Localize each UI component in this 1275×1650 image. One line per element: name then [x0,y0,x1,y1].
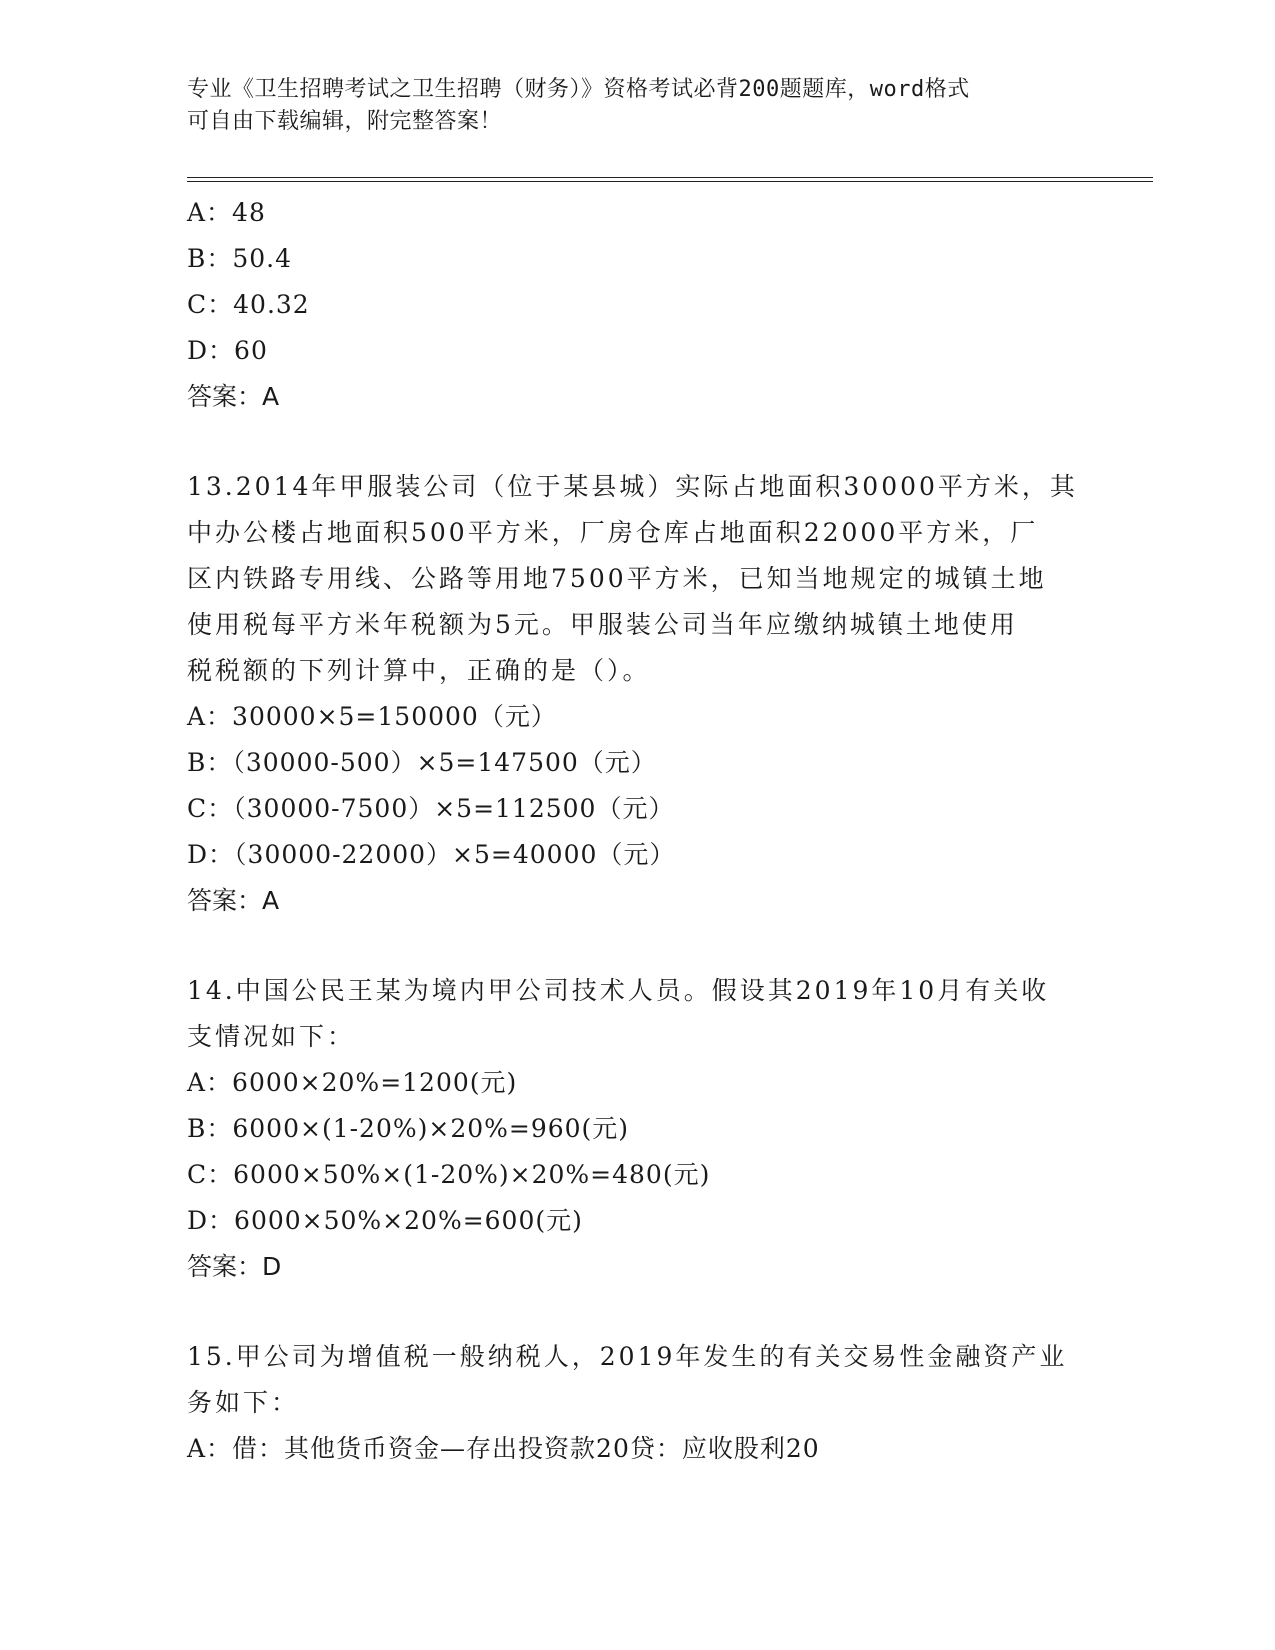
stem-line: 税税额的下列计算中，正确的是（）。 [187,656,651,685]
answer-line: 答案：A [187,382,280,411]
question-stem [187,464,1087,694]
question-14 [187,968,1087,1290]
option-d: D：（30000-22000）×5=40000（元） [187,840,676,869]
option-a: A：6000×20%=1200(元) [187,1068,518,1097]
option-c: C：（30000-7500）×5=112500（元） [187,794,675,823]
option-b: B：50.4 [187,244,293,273]
spacer [187,924,1087,968]
question-stem [187,968,1087,1060]
question-13 [187,464,1087,924]
stem-line: 14.中国公民王某为境内甲公司技术人员。假设其2019年10月有关收 [187,976,1050,1005]
stem-line: 中办公楼占地面积500平方米，厂房仓库占地面积22000平方米，厂 [187,518,1039,547]
option-b: B：（30000-500）×5=147500（元） [187,748,657,777]
spacer [187,420,1087,464]
answer-line: 答案：D [187,1252,282,1281]
option-c: C：6000×50%×(1-20%)×20%=480(元) [187,1160,711,1189]
question-stem [187,1334,1087,1426]
option-d: D：6000×50%×20%=600(元) [187,1206,583,1235]
option-a: A：48 [187,198,266,227]
spacer [187,1290,1087,1334]
question-list [187,190,1087,1472]
stem-line: 13.2014年甲服装公司（位于某县城）实际占地面积30000平方米，其 [187,472,1078,501]
option-a: A：借：其他货币资金—存出投资款20贷：应收股利20 [187,1434,820,1463]
question-12 [187,190,1087,420]
stem-line: 区内铁路专用线、公路等用地7500平方米，已知当地规定的城镇土地 [187,564,1047,593]
page-header [187,74,1087,138]
header-title-line-1: 专业《卫生招聘考试之卫生招聘（财务）》资格考试必背200题题库，word格式 [187,77,970,102]
stem-line: 支情况如下： [187,1022,356,1051]
option-a: A：30000×5=150000（元） [187,702,557,731]
option-d: D：60 [187,336,268,365]
header-divider [187,177,1153,182]
stem-line: 15.甲公司为增值税一般纳税人，2019年发生的有关交易性金融资产业 [187,1342,1068,1371]
stem-line: 使用税每平方米年税额为5元。甲服装公司当年应缴纳城镇土地使用 [187,610,1018,639]
header-title-line-2: 可自由下载编辑，附完整答案！ [187,109,503,134]
stem-line: 务如下： [187,1388,300,1417]
question-15 [187,1334,1087,1472]
option-c: C：40.32 [187,290,310,319]
option-b: B：6000×(1-20%)×20%=960(元) [187,1114,630,1143]
answer-line: 答案：A [187,886,280,915]
